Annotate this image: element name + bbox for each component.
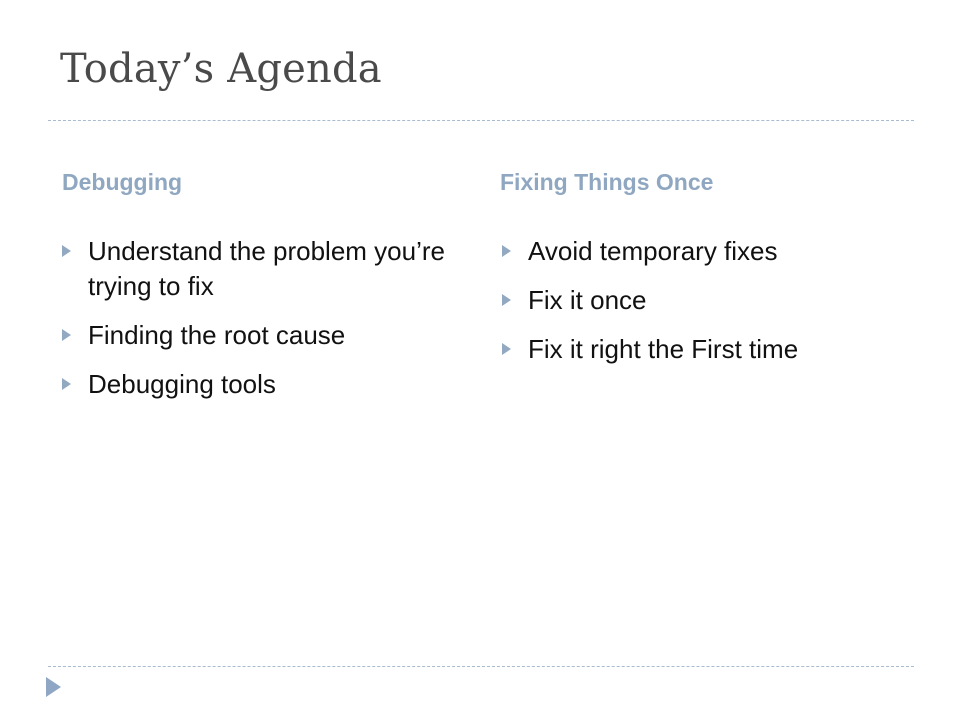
- triangle-bullet-icon: [62, 378, 71, 390]
- list-item: [60, 318, 450, 353]
- slide-title: Today’s Agenda: [60, 46, 382, 92]
- triangle-right-icon: [46, 677, 61, 697]
- triangle-bullet-icon: [62, 329, 71, 341]
- fixing-things-once-list: [500, 234, 920, 381]
- list-item-text: Understand the problem you’re trying to fix: [88, 236, 445, 301]
- triangle-bullet-icon: [502, 343, 511, 355]
- column-heading-fixing-things-once: Fixing Things Once: [500, 169, 714, 195]
- list-item: [500, 283, 920, 318]
- list-item-text: Fix it once: [528, 285, 647, 315]
- top-divider: [48, 120, 914, 121]
- list-item: [60, 367, 450, 402]
- list-item-text: Debugging tools: [88, 369, 276, 399]
- triangle-bullet-icon: [502, 294, 511, 306]
- list-item: [60, 234, 450, 304]
- list-item: [500, 234, 920, 269]
- list-item-text: Fix it right the First time: [528, 334, 799, 364]
- list-item-text: Avoid temporary fixes: [528, 236, 778, 266]
- bottom-divider: [48, 666, 914, 667]
- debugging-list: [60, 234, 450, 416]
- triangle-bullet-icon: [502, 245, 511, 257]
- list-item-text: Finding the root cause: [88, 320, 346, 350]
- triangle-bullet-icon: [62, 245, 71, 257]
- column-heading-debugging: Debugging: [62, 169, 183, 195]
- list-item: [500, 332, 920, 367]
